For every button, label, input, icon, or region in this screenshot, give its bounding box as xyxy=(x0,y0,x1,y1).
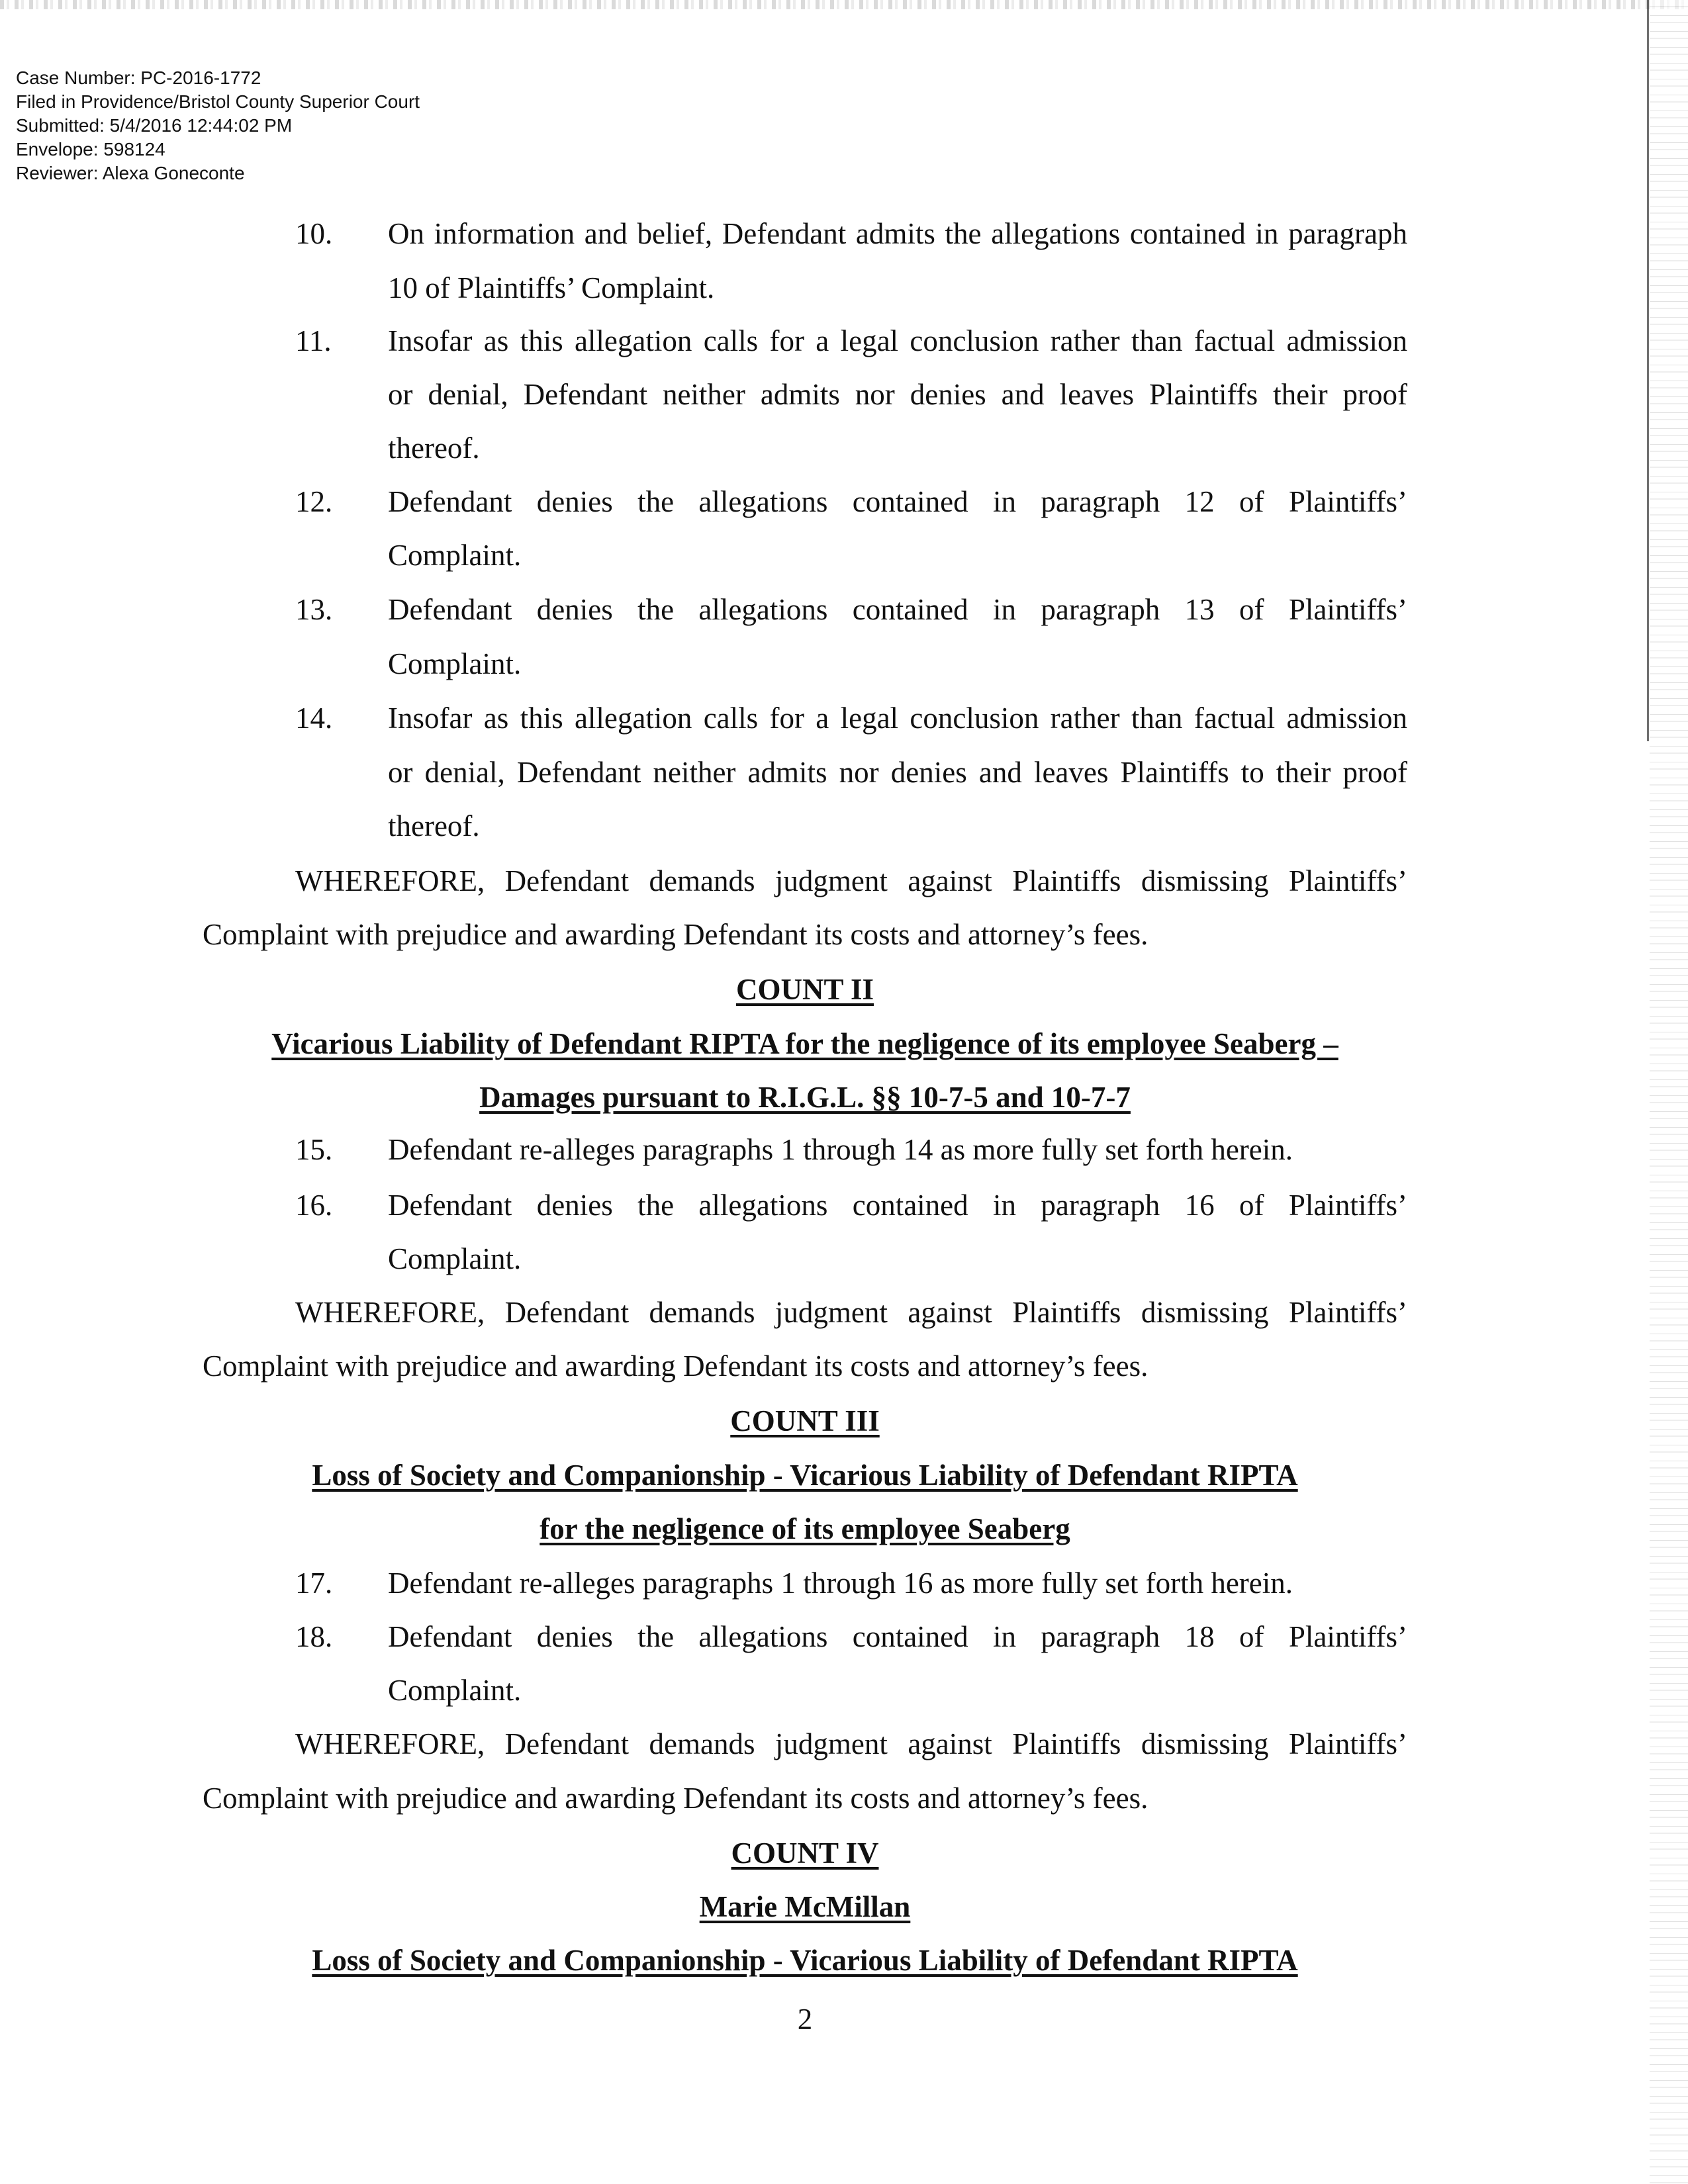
paragraph-number: 10. xyxy=(295,217,333,250)
count-title-text: COUNT IV xyxy=(731,1837,879,1870)
count-title-text: COUNT II xyxy=(736,973,874,1006)
count-subtitle xyxy=(203,1459,1407,1492)
paragraph-number: 17. xyxy=(295,1567,333,1600)
wherefore-line: Complaint with prejudice and awarding Defendant its costs and attorney’s fees. xyxy=(203,918,1149,951)
reviewer: Reviewer: Alexa Goneconte xyxy=(16,163,245,183)
paragraph-line: 10 of Plaintiffs’ Complaint. xyxy=(388,271,715,304)
count-title xyxy=(203,1837,1407,1870)
filed-in: Filed in Providence/Bristol County Superior Court xyxy=(16,91,420,112)
count-subtitle xyxy=(203,1027,1407,1060)
scan-artifact-edge xyxy=(1647,0,1649,741)
paragraph-line: Defendant re-alleges paragraphs 1 through 14 as more fully set forth herein. xyxy=(388,1133,1293,1166)
paragraph-number: 16. xyxy=(295,1189,333,1222)
paragraph-line: On information and belief, Defendant admits the allegations contained in paragraph xyxy=(388,217,1407,250)
wherefore-line: WHEREFORE, Defendant demands judgment against Plaintiffs dismissing Plaintiffs’ xyxy=(295,1727,1407,1760)
paragraph-number: 12. xyxy=(295,485,333,518)
case-number: Case Number: PC-2016-1772 xyxy=(16,68,261,88)
count-subtitle xyxy=(203,1890,1407,1923)
paragraph-number: 18. xyxy=(295,1620,333,1653)
paragraph-number: 11. xyxy=(295,324,332,357)
paragraph-line: Complaint. xyxy=(388,539,522,572)
count-subtitle-text: Marie McMillan xyxy=(699,1890,911,1923)
paragraph-number: 14. xyxy=(295,702,333,735)
count-subtitle-text: for the negligence of its employee Seaberg xyxy=(539,1512,1070,1545)
paragraph-line: Defendant denies the allegations contained in paragraph 18 of Plaintiffs’ xyxy=(388,1620,1407,1653)
paragraph-line: Complaint. xyxy=(388,1674,522,1707)
count-subtitle-text: Damages pursuant to R.I.G.L. §§ 10-7-5 and 10-7-7 xyxy=(479,1081,1131,1114)
paragraph-line: Defendant denies the allegations contained in paragraph 12 of Plaintiffs’ xyxy=(388,485,1407,518)
submitted: Submitted: 5/4/2016 12:44:02 PM xyxy=(16,115,293,136)
wherefore-line: Complaint with prejudice and awarding Defendant its costs and attorney’s fees. xyxy=(203,1782,1149,1815)
wherefore-line: WHEREFORE, Defendant demands judgment against Plaintiffs dismissing Plaintiffs’ xyxy=(295,1296,1407,1329)
paragraph-line: Complaint. xyxy=(388,1242,522,1275)
paragraph-line: or denial, Defendant neither admits nor denies and leaves Plaintiffs their proof xyxy=(388,378,1407,411)
wherefore-line: WHEREFORE, Defendant demands judgment against Plaintiffs dismissing Plaintiffs’ xyxy=(295,864,1407,897)
paragraph-line: Defendant re-alleges paragraphs 1 through 16 as more fully set forth herein. xyxy=(388,1567,1293,1600)
paragraph-line: or denial, Defendant neither admits nor denies and leaves Plaintiffs to their proof xyxy=(388,756,1407,789)
scan-artifact-top xyxy=(0,0,1688,9)
paragraph-line: Complaint. xyxy=(388,647,522,680)
count-title xyxy=(203,1404,1407,1437)
paragraph-line: thereof. xyxy=(388,809,480,842)
count-subtitle xyxy=(203,1944,1407,1977)
paragraph-line: Insofar as this allegation calls for a legal conclusion rather than factual admission xyxy=(388,324,1407,357)
paragraph-number: 15. xyxy=(295,1133,333,1166)
count-subtitle-text: Loss of Society and Companionship - Vicarious Liability of Defendant RIPTA xyxy=(312,1459,1298,1492)
count-subtitle-text: Loss of Society and Companionship - Vicarious Liability of Defendant RIPTA xyxy=(312,1944,1298,1977)
page-number: 2 xyxy=(797,2003,813,2036)
paragraph-line: Insofar as this allegation calls for a legal conclusion rather than factual admission xyxy=(388,702,1407,735)
envelope: Envelope: 598124 xyxy=(16,139,165,159)
wherefore-line: Complaint with prejudice and awarding Defendant its costs and attorney’s fees. xyxy=(203,1349,1149,1383)
count-title-text: COUNT III xyxy=(730,1404,880,1437)
scan-artifact-right xyxy=(1650,0,1688,2184)
count-subtitle xyxy=(203,1081,1407,1114)
paragraph-line: Defendant denies the allegations contained in paragraph 16 of Plaintiffs’ xyxy=(388,1189,1407,1222)
paragraph-line: Defendant denies the allegations contained in paragraph 13 of Plaintiffs’ xyxy=(388,593,1407,626)
paragraph-number: 13. xyxy=(295,593,333,626)
paragraph-line: thereof. xyxy=(388,432,480,465)
count-subtitle-text: Vicarious Liability of Defendant RIPTA for the negligence of its employee Seaberg – xyxy=(271,1027,1338,1060)
count-subtitle xyxy=(203,1512,1407,1545)
count-title xyxy=(203,973,1407,1006)
